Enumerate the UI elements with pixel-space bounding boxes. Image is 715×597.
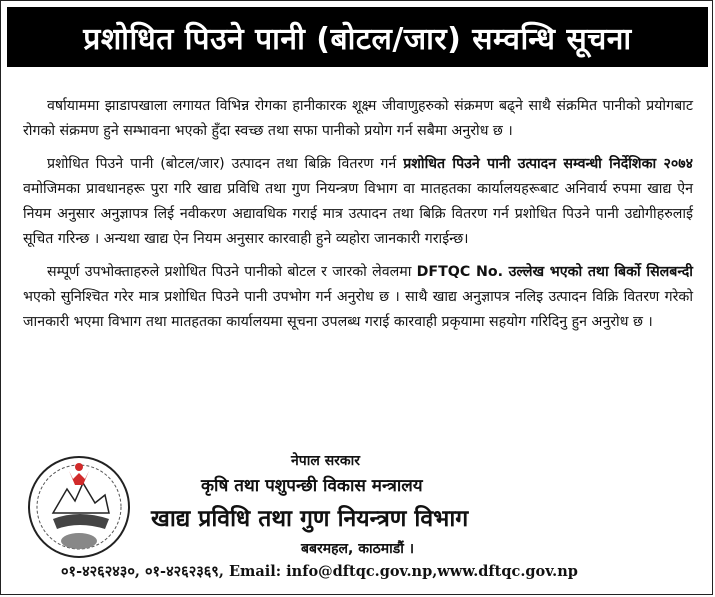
paragraph-1: वर्षायाममा झाडापखाला लगायत विभिन्न रोगका हानीकारक शूक्ष्म जीवाणुहरुको संक्रमण बढ्ने साथै संक्रमित पानीको प्रयोगबाट रोगको संक्रमण हुने सम्भावना भएको हुँदा स्वच्छ तथा सफा पानीको प्रयोग गर्न सबैमा अनुरोध छ । (23, 98, 693, 139)
paragraph-3-text-a: सम्पूर्ण उपभोक्ताहरुले प्रशोधित पिउने पानीको बोटल र जारको लेवलमा (47, 264, 417, 280)
title-banner (7, 7, 708, 67)
paragraph-2-text-b: वमोजिमका प्रावधानहरू पुरा गरि खाद्य प्रविधि तथा गुण नियन्त्रण विभाग वा मातहतका कार्यालयहरूबाट अनिवार्य रुपमा खाद्य ऐन नियम अनुसार अनुज्ञापत्र लिई नवीकरण अद्यावधिक गराई मात्र उत्पादन तथा बिक्रि वितरण गर्न प्रशोधित पिउने पानी उद्योगीहरुलाई सूचित गरिन्छ । अन्यथा खाद्य ऐन नियम अनुसार कारवाही हुने व्यहोरा जानकारी गराईन्छ। (23, 181, 693, 247)
contact-info: ०१-४२६२४३०, ०१-४२६२३६९, Email: info@dftqc.gov.np,www.dftqc.gov.np (61, 563, 578, 580)
paragraph-2-directive: प्रशोधित पिउने पानी उत्पादन सम्वन्धी निर्देशिका २०७४ (403, 156, 694, 172)
paragraph-2 (23, 152, 693, 252)
government-name: नेपाल सरकार (291, 453, 361, 469)
department-name: खाद्य प्रविधि तथा गुण नियन्त्रण विभाग (151, 505, 469, 532)
paragraph-3-text-b: भएको सुनिश्चित गरेर मात्र प्रशोधित पिउने पानी उपभोग गर्न अनुरोध छ । साथै खाद्य अनुज्ञापत्र नलिइ उत्पादन विक्रि वितरण गरेको जानकारी भएमा विभाग तथा मातहतका कार्यालयमा सूचना उपलब्ध गराई कारवाही प्रकृयामा सहयोग गरिदिनु हुन अनुरोध छ । (23, 289, 693, 330)
notice-title: प्रशोधित पिउने पानी (बोटल/जार) सम्वन्धि सूचना (83, 21, 632, 57)
signature-block (1, 447, 714, 595)
notice-body (23, 94, 693, 343)
nepal-government-emblem-icon (23, 449, 135, 567)
paragraph-3-highlight: DFTQC No. उल्लेख भएको तथा बिर्को सिलबन्दी (416, 264, 693, 280)
ministry-name: कृषि तथा पशुपन्छी विकास मन्त्रालय (201, 476, 423, 496)
office-address: बबरमहल, काठमाडौं । (301, 541, 415, 557)
paragraph-3 (23, 260, 693, 335)
paragraph-2-text-a: प्रशोधित पिउने पानी (बोटल/जार) उत्पादन तथा बिक्रि वितरण गर्न (47, 156, 404, 172)
